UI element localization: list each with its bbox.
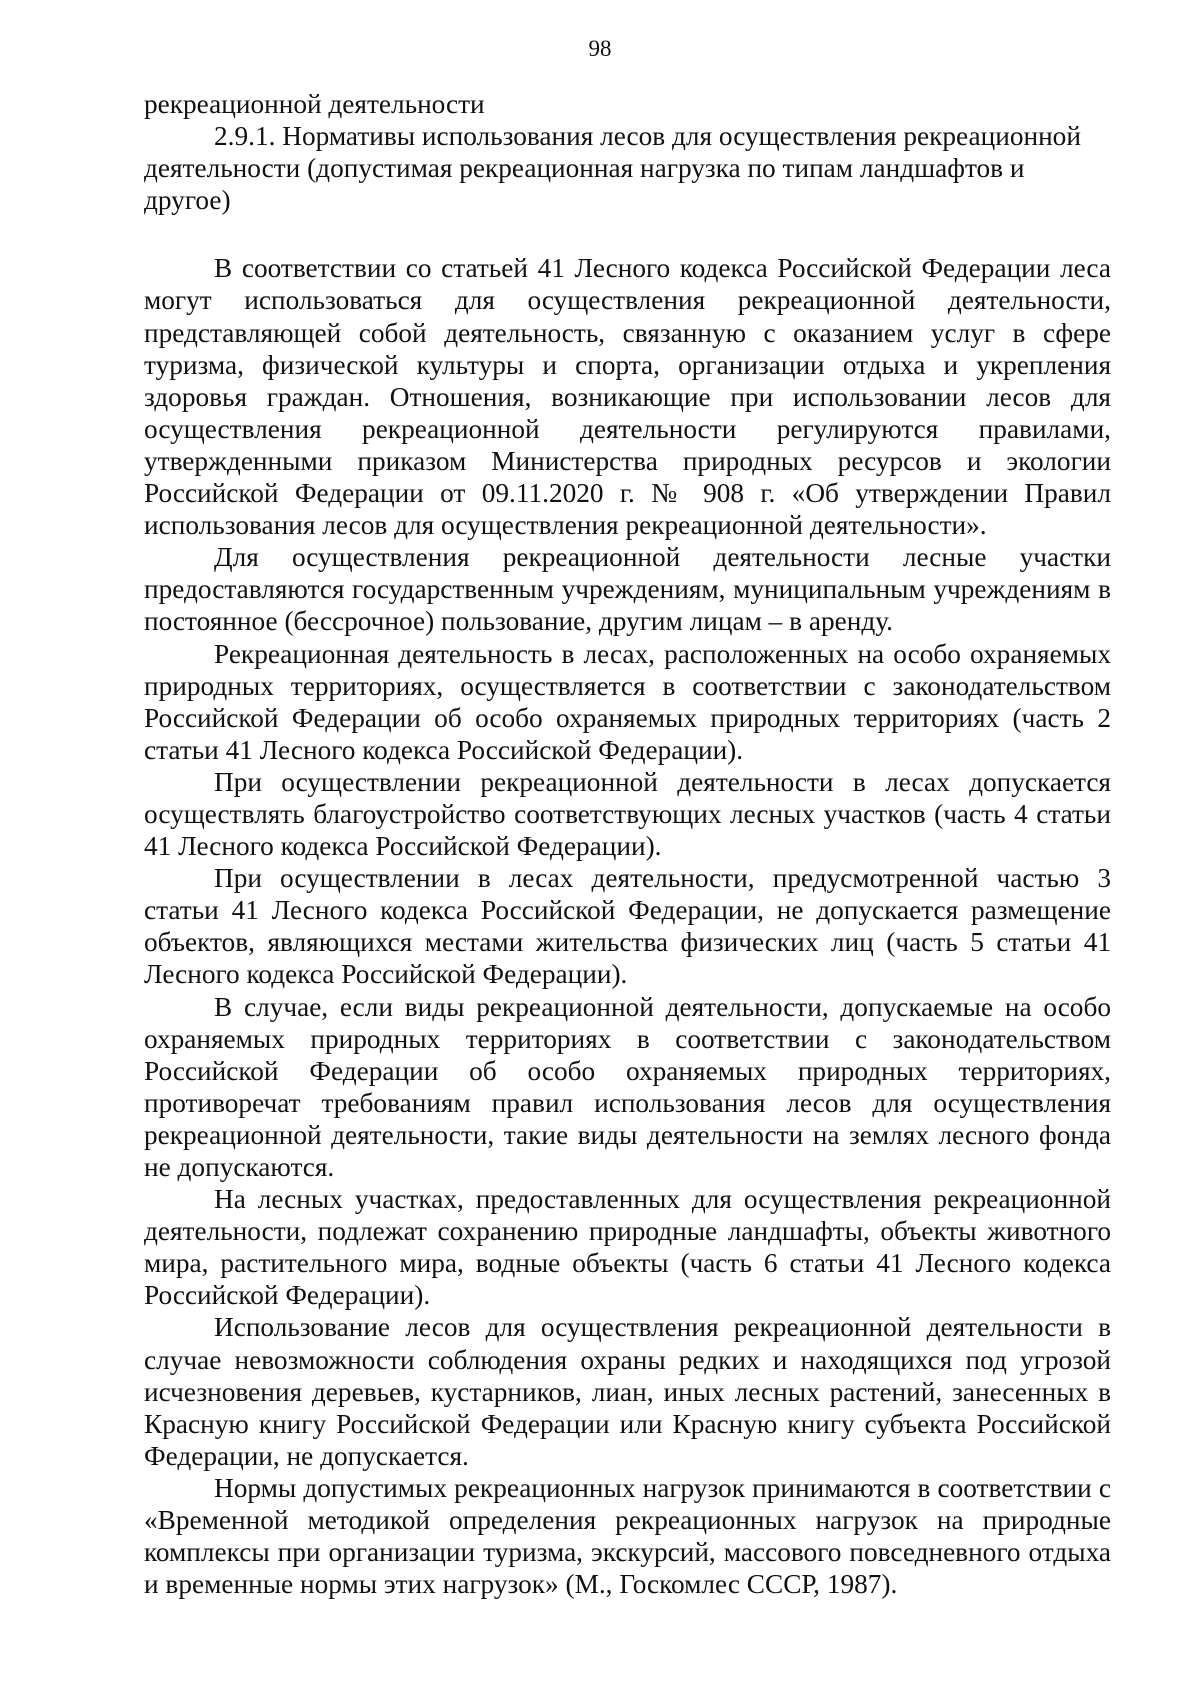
section-spacer: [144, 216, 1111, 252]
page-content: [144, 88, 1111, 1600]
paragraph-preservation: На лесных участках, предоставленных для осуществления рекреационной деятельности, подлежат сохранению природные ландшафты, объекты животного мира, растительного мира, водные объекты (часть 6 статьи 41 Лесного кодекса Российской Федерации).: [144, 1184, 1111, 1311]
page-number: 98: [588, 36, 612, 61]
paragraph-land-provision: Для осуществления рекреационной деятельности лесные участки предоставляются государственным учреждениям, муниципальным учреждениям в постоянное (бессрочное) пользование, другим лицам – в аренду.: [144, 542, 1111, 637]
header-continuation: рекреационной деятельности: [144, 89, 485, 119]
paragraph-red-book: Использование лесов для осуществления рекреационной деятельности в случае невозможности соблюдения охраны редких и находящихся под угрозой исчезновения деревьев, кустарников, лиан, иных лесных растений, занесенных в Красную книгу Российской Федерации или Красную книгу субъекта Российской Федерации, не допускается.: [144, 1312, 1111, 1471]
paragraph-residence-ban: При осуществлении в лесах деятельности, предусмотренной частью 3 статьи 41 Лесного кодекса Российской Федерации, не допускается размещение объектов, являющихся местами жительства физических лиц (часть 5 статьи 41 Лесного кодекса Российской Федерации).: [144, 863, 1111, 990]
paragraph-article-41: В соответствии со статьей 41 Лесного кодекса Российской Федерации леса могут использоваться для осуществления рекреационной деятельности, представляющей собой деятельность, связанную с оказанием услуг в сфере туризма, физической культуры и спорта, организации отдыха и укрепления здоровья граждан. Отношения, возникающие при использовании лесов для осуществления рекреационной деятельности регулируются правилами, утвержденными приказом Министерства природных ресурсов и экологии Российской Федерации от 09.11.2020 г. № 908 г. «Об утверждении Правил использования лесов для осуществления рекреационной деятельности».: [144, 253, 1111, 541]
paragraph-protected-territories: Рекреационная деятельность в лесах, расположенных на особо охраняемых природных территориях, осуществляется в соответствии с законодательством Российской Федерации об особо охраняемых природных территориях (часть 2 статьи 41 Лесного кодекса Российской Федерации).: [144, 638, 1111, 765]
paragraph-landscaping: При осуществлении рекреационной деятельности в лесах допускается осуществлять благоустройство соответствующих лесных участков (часть 4 статьи 41 Лесного кодекса Российской Федерации).: [144, 766, 1111, 862]
paragraph-conflicting-activities: В случае, если виды рекреационной деятельности, допускаемые на особо охраняемых природных территориях в соответствии с законодательством Российской Федерации об особо охраняемых природных территориях, противоречат требованиям правил использования лесов для осуществления рекреационной деятельности, такие виды деятельности на землях лесного фонда не допускаются.: [144, 991, 1111, 1182]
paragraph-load-norms: Нормы допустимых рекреационных нагрузок принимаются в соответствии с «Временной методикой определения рекреационных нагрузок на природные комплексы при организации туризма, экскурсий, массового повседневного отдыха и временные нормы этих нагрузок» (М., Госкомлес СССР, 1987).: [144, 1472, 1111, 1600]
section-heading: 2.9.1. Нормативы использования лесов для осуществления рекреационной деятельности (допустимая рекреационная нагрузка по типам ландшафтов и другое): [144, 121, 1081, 216]
